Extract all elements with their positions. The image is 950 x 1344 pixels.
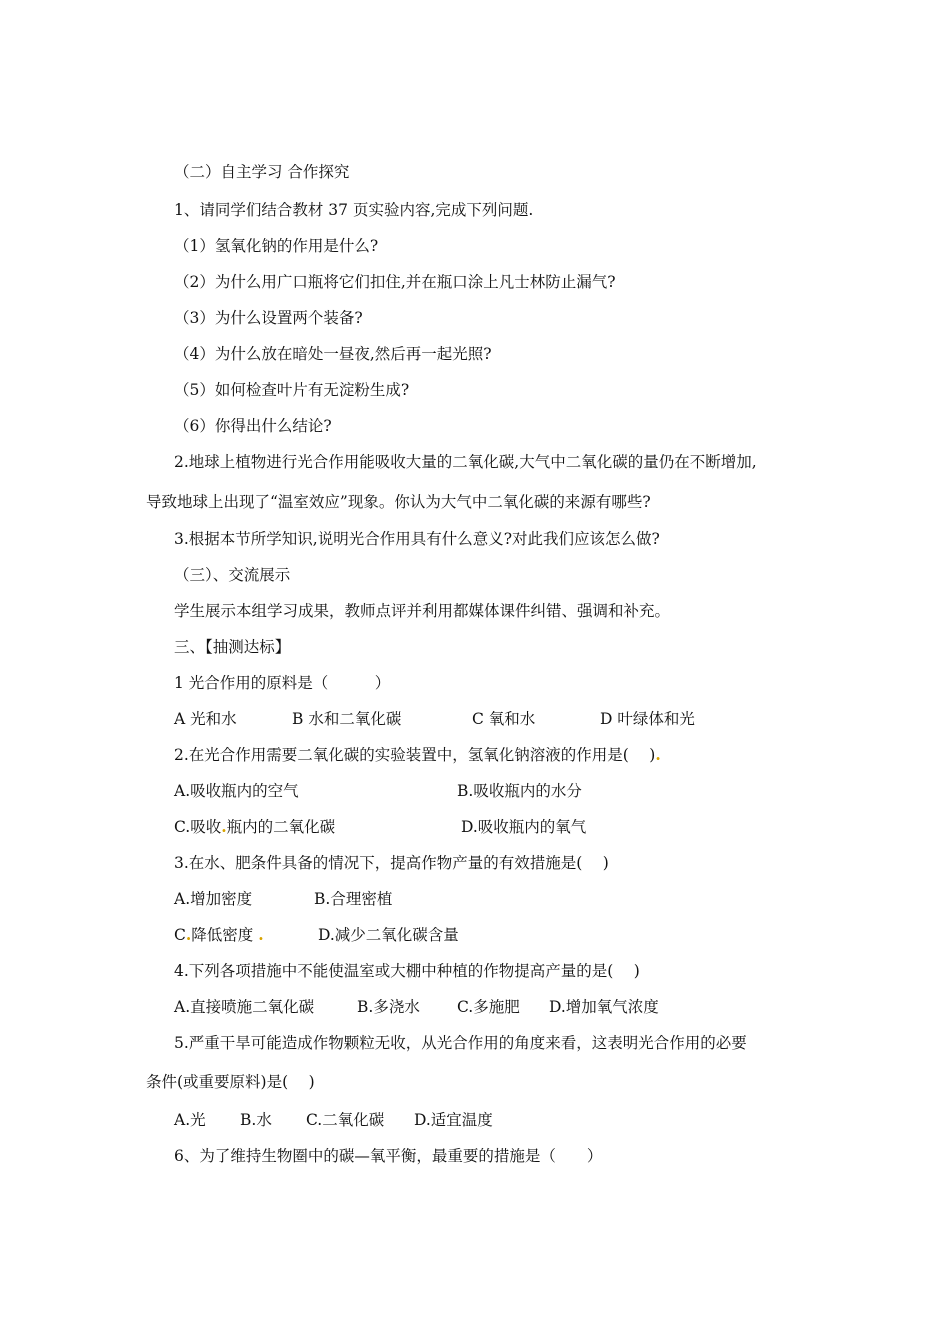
test-4-options xyxy=(174,997,659,1017)
test-1-option-b: B 水和二氧化碳 xyxy=(292,710,402,728)
test-5-option-a: A.光 xyxy=(174,1111,206,1129)
section3-heading: （三）、交流展示 xyxy=(174,566,291,584)
q2-line-2: 导致地球上出现了“温室效应”现象。你认为大气中二氧化碳的来源有哪些? xyxy=(146,493,651,511)
test-1-option-d: D 叶绿体和光 xyxy=(600,710,695,728)
test-2-option-a: A.吸收瓶内的空气 xyxy=(174,782,299,800)
section2-heading: （二）自主学习 合作探究 xyxy=(174,163,350,181)
test-4-option-b: B.多浇水 xyxy=(357,998,420,1016)
q1-sub-1: （1）氢氧化钠的作用是什么? xyxy=(174,237,379,255)
section3-body: 学生展示本组学习成果，教师点评并利用都媒体课件纠错、强调和补充。 xyxy=(174,602,671,620)
test-1-question: 1 光合作用的原料是（ ） xyxy=(174,674,391,692)
test-2-question-line xyxy=(174,745,661,765)
test-heading: 三、【抽测达标】 xyxy=(174,638,291,656)
test-5-option-c: C.二氧化碳 xyxy=(306,1111,385,1129)
test-2-option-c: C.吸收.瓶内的二氧化碳 xyxy=(174,817,336,836)
test-1-option-a: A 光和水 xyxy=(174,710,237,728)
q1-intro: 1、请同学们结合教材 37 页实验内容,完成下列问题. xyxy=(174,201,534,219)
test-4-option-c: C.多施肥 xyxy=(457,998,520,1016)
q1-sub-6: （6）你得出什么结论? xyxy=(174,417,332,435)
test-3-option-b: B.合理密植 xyxy=(314,890,393,908)
test-4-question: 4.下列各项措施中不能使温室或大棚中种植的作物提高产量的是( ) xyxy=(174,962,640,980)
test-3-option-a: A.增加密度 xyxy=(174,890,253,908)
test-2-mark: . xyxy=(655,745,661,764)
test-1-option-c: C 氧和水 xyxy=(472,710,536,728)
test-2-option-b: B.吸收瓶内的水分 xyxy=(457,782,582,800)
test-3-options-cd xyxy=(174,925,459,945)
test-4-option-a: A.直接喷施二氧化碳 xyxy=(174,998,315,1016)
test-3-option-c: C.降低密度 . xyxy=(174,925,264,944)
test-1-options xyxy=(174,709,695,729)
test-2-options-cd xyxy=(174,817,586,837)
test-2-option-d: D.吸收瓶内的氧气 xyxy=(461,818,587,836)
test-6-question: 6、为了维持生物圈中的碳—氧平衡，最重要的措施是（ ） xyxy=(174,1147,603,1165)
test-4-option-d: D.增加氧气浓度 xyxy=(549,998,659,1016)
test-5-question-line-2: 条件(或重要原料)是( ) xyxy=(146,1073,315,1091)
test-5-option-d: D.适宜温度 xyxy=(414,1111,493,1129)
test-5-options xyxy=(174,1110,493,1130)
test-3-question: 3.在水、肥条件具备的情况下，提高作物产量的有效措施是( ) xyxy=(174,854,609,872)
test-2-question: 2.在光合作用需要二氧化碳的实验装置中，氢氧化钠溶液的作用是( ) xyxy=(174,746,656,764)
test-3-options-ab xyxy=(174,889,392,909)
q1-sub-4: （4）为什么放在暗处一昼夜,然后再一起光照? xyxy=(174,345,492,363)
q3: 3.根据本节所学知识,说明光合作用具有什么意义?对此我们应该怎么做? xyxy=(174,530,660,548)
test-2-options-ab xyxy=(174,781,582,801)
test-5-question-line-1: 5.严重干旱可能造成作物颗粒无收，从光合作用的角度来看，这表明光合作用的必要 xyxy=(174,1034,747,1052)
q1-sub-3: （3）为什么设置两个装备? xyxy=(174,309,363,327)
test-3-option-d: D.减少二氧化碳含量 xyxy=(318,926,459,944)
q1-sub-2: （2）为什么用广口瓶将它们扣住,并在瓶口涂上凡士林防止漏气? xyxy=(174,273,616,291)
test-5-option-b: B.水 xyxy=(240,1111,272,1129)
q2-line-1: 2.地球上植物进行光合作用能吸收大量的二氧化碳,大气中二氧化碳的量仍在不断增加, xyxy=(174,453,757,471)
q1-sub-5: （5）如何检查叶片有无淀粉生成? xyxy=(174,381,410,399)
